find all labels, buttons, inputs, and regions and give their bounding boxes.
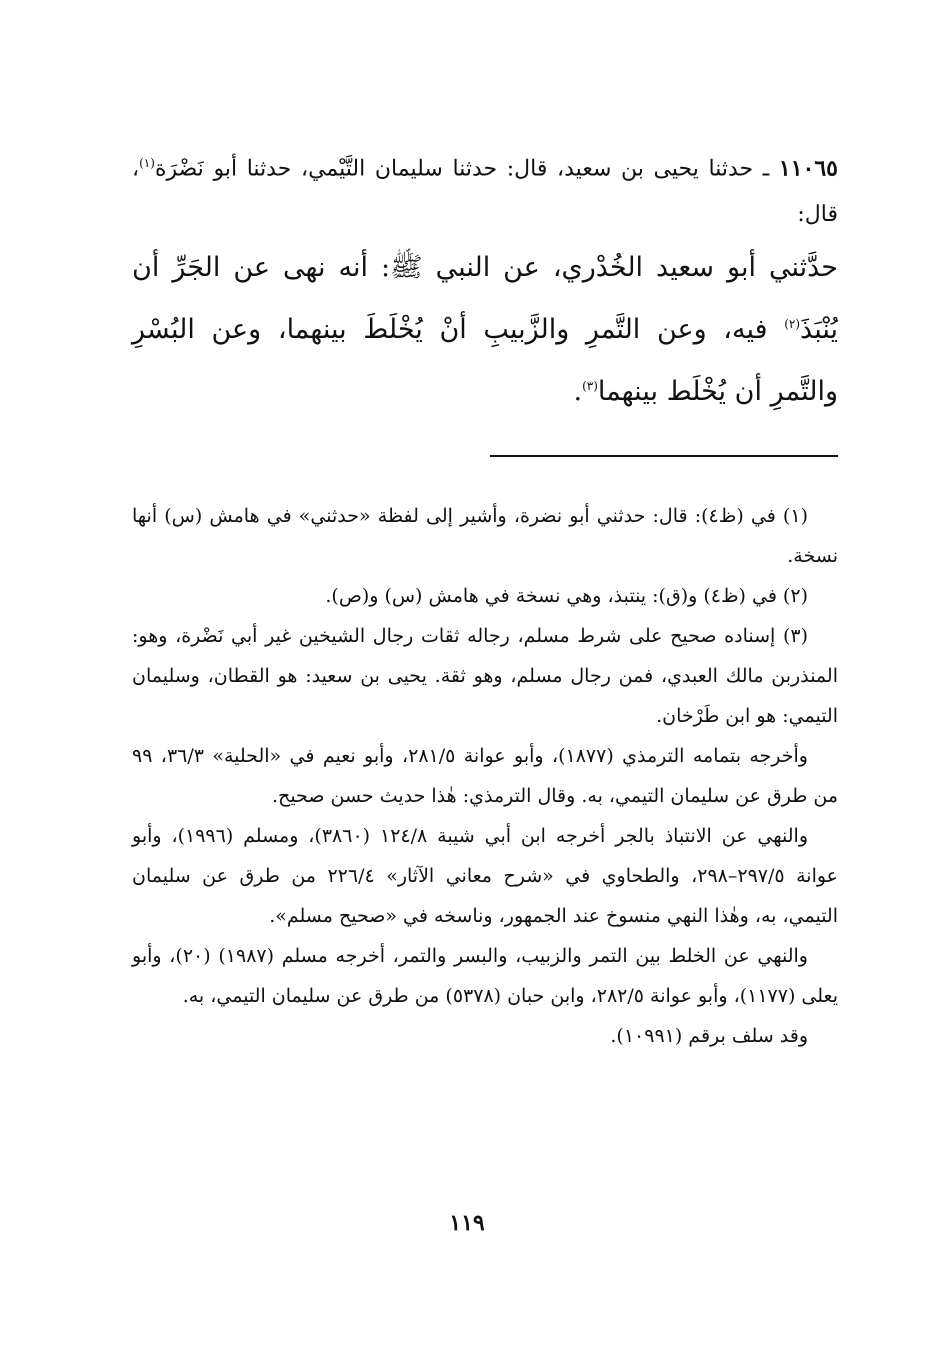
footnote-1: (١) في (ظ٤): قال: حدثني أبو نضرة، وأشير إلى لفظة «حدثني» في هامش (س) أنها نسخة.	[132, 505, 838, 567]
footnote-para-takhrij: وأخرجه بتمامه الترمذي (١٨٧٧)، وأبو عوانة ٢٨١/٥، وأبو نعيم في «الحلية» ٣٦/٣، ٩٩ من طرق عن سليمان التيمي، به. وقال الترمذي: هٰذا حديث حسن صحيح.	[132, 745, 838, 807]
hadith-matn	[132, 240, 838, 420]
footnote-para-jarr: والنهي عن الانتباذ بالجر أخرجه ابن أبي شيبة ١٢٤/٨ (٣٨٦٠)، ومسلم (١٩٩٦)، وأبو عوانة ٢٩٧/٥–٢٩٨، والطحاوي في «شرح معاني الآثار» ٢٢٦/٤ من طرق عن سليمان التيمي، به، وهٰذا النهي منسوخ عند الجمهور، وناسخه في «صحيح مسلم».	[132, 825, 838, 927]
footnote-marker-1: (١)	[139, 156, 155, 170]
footnotes-section	[132, 496, 838, 1056]
hadith-isnad	[132, 140, 838, 238]
hadith-number: ١١٠٦٥	[778, 155, 838, 182]
footnote-2: (٢) في (ظ٤) و(ق): ينتبذ، وهي نسخة في هامش (س) و(ص).	[325, 585, 808, 607]
footnote-para-cross-ref: وقد سلف برقم (١٠٩٩١).	[610, 1025, 808, 1047]
footnote-para-khalt: والنهي عن الخلط بين التمر والزبيب، والبسر والتمر، أخرجه مسلم (١٩٨٧) (٢٠)، وأبو يعلى (١١٧٧)، وأبو عوانة ٢٨٢/٥، وابن حبان (٥٣٧٨) من طرق عن سليمان التيمي، به.	[132, 945, 838, 1007]
hadith-matn-part2: فيه، وعن التَّمرِ والزَّبيبِ أنْ يُخْلَطَ بينهما، وعن البُسْرِ والتَّمرِ أن يُخْلَط بينهما	[132, 314, 838, 407]
hadith-isnad-tail: ، قال:	[132, 156, 838, 228]
hadith-isnad-text: ـ حدثنا يحيى بن سعيد، قال: حدثنا سليمان التَّيْمي، حدثنا أبو نَضْرَة	[154, 156, 779, 182]
footnote-marker-2: (٢)	[784, 317, 801, 331]
footnote-marker-3: (٣)	[582, 379, 598, 393]
hadith-matn-end: .	[573, 376, 583, 407]
footnote-divider	[490, 455, 838, 457]
hadith-matn-part1: حدَّثني أبو سعيد الخُدْري، عن النبي ﷺ: أنه نهى عن الجَرِّ أن يُنْبَذَ	[132, 252, 838, 345]
footnote-3: (٣) إسناده صحيح على شرط مسلم، رجاله ثقات رجال الشيخين غير أبي نَضْرة، وهو: المنذربن مالك العبدي، فمن رجال مسلم، وهو ثقة. يحيى بن سعيد: هو القطان، وسليمان التيمي: هو ابن طَرْخان.	[132, 625, 838, 727]
page-number: ١١٩	[449, 1210, 485, 1236]
